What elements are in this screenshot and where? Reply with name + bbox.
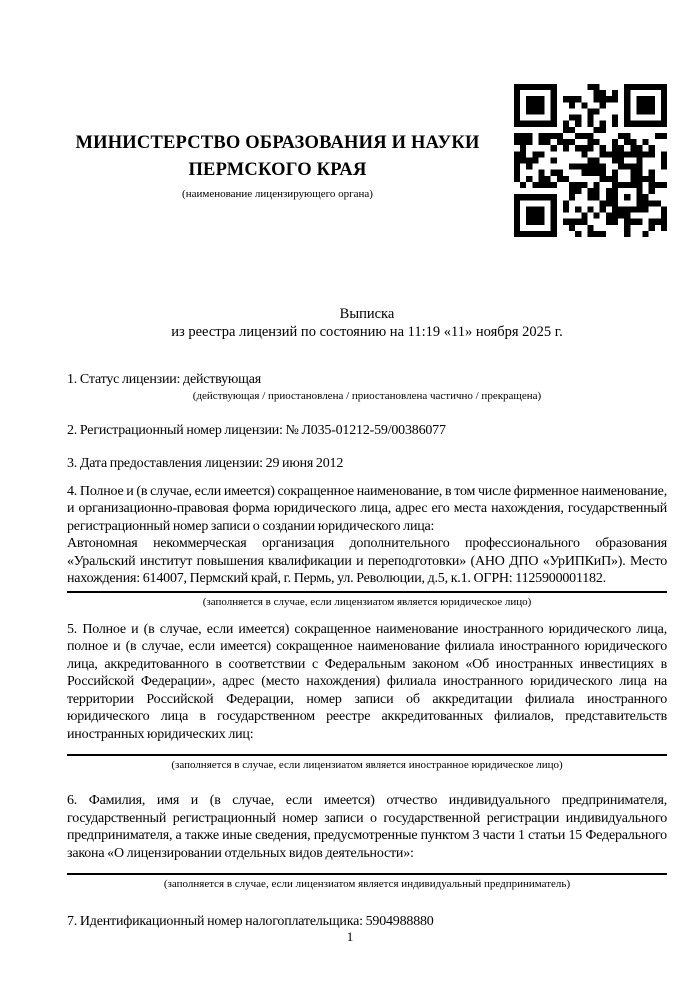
item-value: Автономная некоммерческая организация дополнительного профессионального образования «Уральский институт повышения квалификации и переподготовки» (АНО ДПО «УрИПКиП»). Место нахождения: 614007, Пермский край, г. Пермь, ул. Революции, д.5, к.1. ОГРН: 1125900001182. (67, 536, 667, 586)
item-text: 6. Фамилия, имя и (в случае, если имеется) отчество индивидуального предпринимателя, государственный регистрационный номер записи о государственной регистрации индивидуального предпринимателя, а также иные сведения, предусмотренные пунктом 3 части 1 статьи 15 Федерального закона «О лицензировании отдельных видов деятельности»: (67, 793, 667, 861)
item-text: 4. Полное и (в случае, если имеется) сокращенное наименование, в том числе фирменное наименование, и организационно-правовая форма юридического лица, адрес его места нахождения, государственный регистрационный номер записи о создании юридического лица: (67, 483, 667, 534)
item-registration-number (67, 422, 667, 440)
fill-note: (заполняется в случае, если лицензиатом является индивидуальный предприниматель) (163, 878, 571, 890)
item-legal-entity (67, 483, 667, 609)
item-individual-entrepreneur (67, 792, 667, 891)
fill-note: (заполняется в случае, если лицензиатом является юридическое лицо) (202, 595, 532, 608)
document-header (67, 84, 667, 237)
issuer-caption: (наименование лицензирующего органа) (182, 188, 373, 200)
document-subtitle: из реестра лицензий по состоянию на 11:19 «11» ноября 2025 г. (171, 324, 563, 340)
blank-line (67, 873, 667, 875)
issuing-authority (67, 84, 514, 201)
item-taxpayer-number (67, 913, 667, 931)
fill-note: (действующая / приостановлена / приостановлена частично / прекращена) (192, 389, 542, 402)
license-items (67, 371, 667, 931)
document-title: Выписка (339, 306, 395, 322)
ministry-name-line1: МИНИСТЕРСТВО ОБРАЗОВАНИЯ И НАУКИ (75, 133, 480, 153)
item-text: 3. Дата предоставления лицензии: 29 июня 2012 (67, 456, 344, 471)
item-foreign-entity (67, 621, 667, 773)
item-grant-date (67, 455, 667, 473)
item-text: 7. Идентификационный номер налогоплательщика: 5904988880 (67, 914, 434, 929)
item-license-status (67, 371, 667, 403)
blank-line (67, 754, 667, 756)
fill-note: (заполняется в случае, если лицензиатом является иностранное юридическое лицо) (171, 759, 563, 771)
qr-code-icon (514, 84, 667, 237)
blank-line (67, 591, 667, 593)
document-title-block (67, 305, 667, 341)
item-text: 1. Статус лицензии: действующая (67, 372, 262, 387)
page-number: 1 (346, 929, 354, 944)
item-text: 5. Полное и (в случае, если имеется) сокращенное наименование иностранного юридического лица, полное и (в случае, если имеется) сокращенное наименование филиала иностранного юридического лица, аккредитованного в соответствии с Федеральным законом «Об иностранных инвестициях в Российской Федерации», адрес (место нахождения) филиала иностранного юридического лица на территории Российской Федерации, номер записи об аккредитации филиала иностранного юридического лица в государственном реестре аккредитованных филиалов, представительств иностранных юридических лиц: (67, 621, 667, 742)
item-text: 2. Регистрационный номер лицензии: № Л035-01212-59/00386077 (67, 422, 446, 438)
ministry-name-line2: ПЕРМСКОГО КРАЯ (188, 160, 367, 180)
